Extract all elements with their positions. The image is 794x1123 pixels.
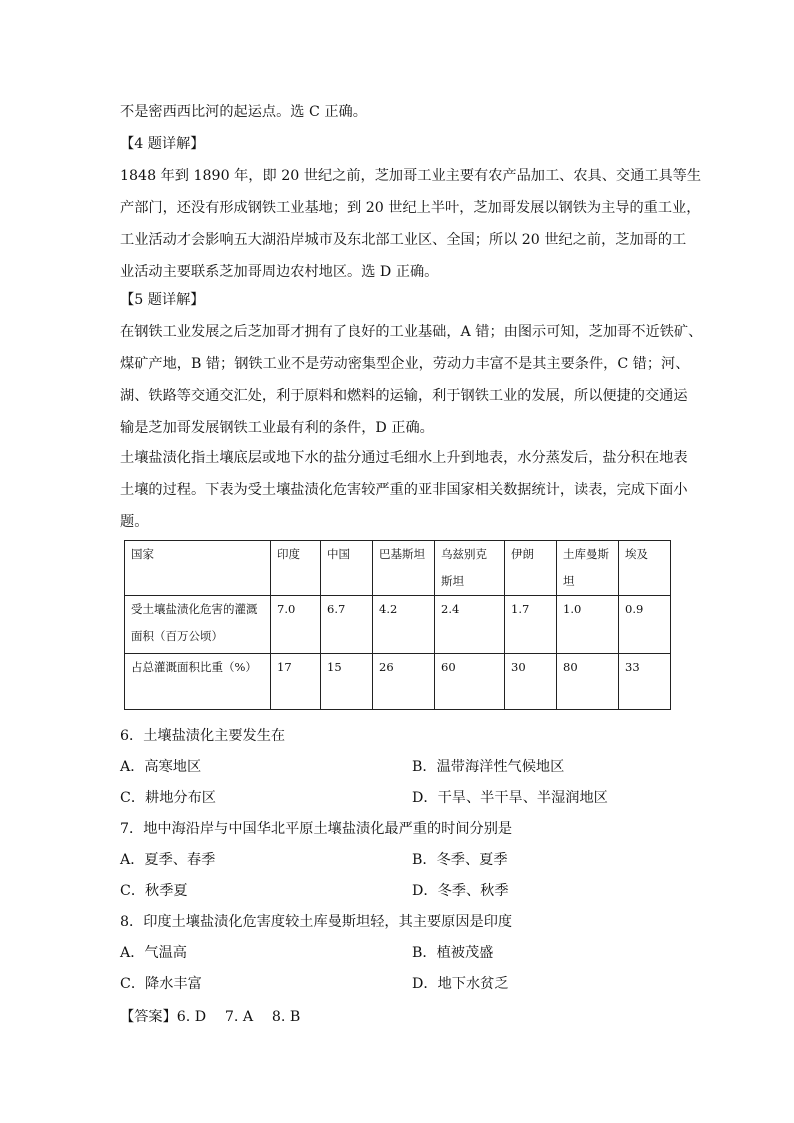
table-header-cell: 埃及 <box>619 541 671 596</box>
table-cell: 17 <box>271 654 321 710</box>
table-cell: 1.7 <box>505 596 557 654</box>
paragraph-line: 产部门，还没有形成钢铁工业基地；到 20 世纪上半叶，芝加哥发展以钢铁为主导的重工业， <box>120 200 701 216</box>
table-cell: 15 <box>321 654 373 710</box>
question-8-option-c: C．降水丰富 <box>120 976 202 992</box>
table-cell: 30 <box>505 654 557 710</box>
question-8-option-a: A．气温高 <box>120 945 187 961</box>
table-cell: 60 <box>435 654 505 710</box>
table-header-cell: 乌兹别克斯坦 <box>435 541 505 596</box>
question-7-option-d: D．冬季、秋季 <box>412 883 509 899</box>
table-cell: 0.9 <box>619 596 671 654</box>
table-cell: 受土壤盐渍化危害的灌溉面积（百万公顷） <box>125 596 271 654</box>
paragraph-line: 输是芝加哥发展钢铁工业最有利的条件，D 正确。 <box>120 420 434 436</box>
table-header-cell: 伊朗 <box>505 541 557 596</box>
table-cell: 33 <box>619 654 671 710</box>
paragraph-line: 在钢铁工业发展之后芝加哥才拥有了良好的工业基础，A 错；由图示可知，芝加哥不近铁矿、 <box>120 324 703 340</box>
answer-line: 【答案】6. D 7. A 8. B <box>120 1009 301 1025</box>
question-6-option-b: B．温带海洋性气候地区 <box>412 759 565 775</box>
question-7-option-c: C．秋季夏 <box>120 883 188 899</box>
table-cell: 80 <box>557 654 619 710</box>
table-header-cell: 国家 <box>125 541 271 596</box>
table-cell: 4.2 <box>373 596 435 654</box>
paragraph-line: 煤矿产地，B 错；钢铁工业不是劳动密集型企业，劳动力丰富不是其主要条件，C 错；河、 <box>120 356 690 372</box>
table-header-row <box>125 541 671 596</box>
table-header-cell: 中国 <box>321 541 373 596</box>
question-6-stem: 6．土壤盐渍化主要发生在 <box>120 728 286 744</box>
table-header-cell: 巴基斯坦 <box>373 541 435 596</box>
paragraph-line: 土壤盐渍化指土壤底层或地下水的盐分通过毛细水上升到地表，水分蒸发后，盐分积在地表 <box>120 450 688 466</box>
data-table <box>124 540 670 710</box>
paragraph-line: 湖、铁路等交通交汇处，利于原料和燃料的运输，利于钢铁工业的发展，所以便捷的交通运 <box>120 388 688 404</box>
question-6-option-c: C．耕地分布区 <box>120 790 216 806</box>
section-heading-5: 【5 题详解】 <box>120 292 205 308</box>
question-6-option-d: D．干旱、半干旱、半湿润地区 <box>412 790 608 806</box>
table-header-cell: 印度 <box>271 541 321 596</box>
question-7-option-a: A．夏季、春季 <box>120 852 216 868</box>
table-row <box>125 654 671 710</box>
question-6-option-a: A．高寒地区 <box>120 759 202 775</box>
table-cell: 6.7 <box>321 596 373 654</box>
paragraph-line: 业活动主要联系芝加哥周边农村地区。选 D 正确。 <box>120 264 439 280</box>
paragraph-line: 工业活动才会影响五大湖沿岸城市及东北部工业区、全国；所以 20 世纪之前，芝加哥的工 <box>120 232 687 248</box>
table-cell: 2.4 <box>435 596 505 654</box>
question-7-stem: 7．地中海沿岸与中国华北平原土壤盐渍化最严重的时间分别是 <box>120 821 513 837</box>
paragraph-line: 土壤的过程。下表为受土壤盐渍化危害较严重的亚非国家相关数据统计，读表，完成下面小 <box>120 482 688 498</box>
question-8-option-b: B．植被茂盛 <box>412 945 494 961</box>
table-row <box>125 596 671 654</box>
question-8-stem: 8．印度土壤盐渍化危害度较土库曼斯坦轻，其主要原因是印度 <box>120 914 513 930</box>
table-cell: 占总灌溉面积比重（%） <box>125 654 271 710</box>
section-heading-4: 【4 题详解】 <box>120 136 205 152</box>
paragraph-line: 1848 年到 1890 年，即 20 世纪之前，芝加哥工业主要有农产品加工、农具、交通工具等生 <box>120 168 702 184</box>
paragraph-line: 不是密西西比河的起运点。选 C 正确。 <box>120 104 367 120</box>
table-cell: 7.0 <box>271 596 321 654</box>
question-8-option-d: D．地下水贫乏 <box>412 976 509 992</box>
table-cell: 26 <box>373 654 435 710</box>
question-7-option-b: B．冬季、夏季 <box>412 852 508 868</box>
paragraph-line: 题。 <box>120 514 149 530</box>
table-cell: 1.0 <box>557 596 619 654</box>
table-header-cell: 土库曼斯坦 <box>557 541 619 596</box>
